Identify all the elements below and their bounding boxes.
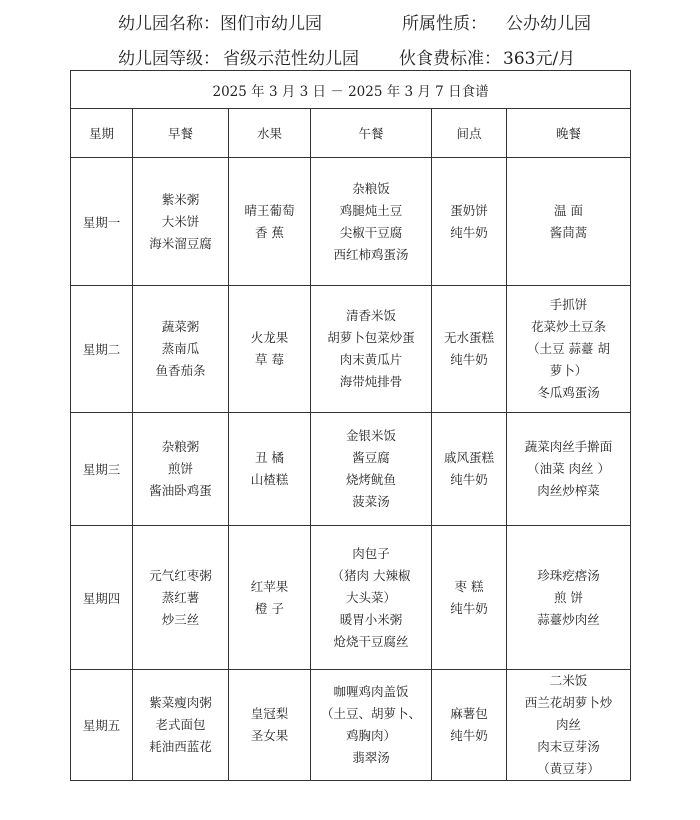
dinner-cell bbox=[507, 413, 631, 526]
fruit-item: 草 莓 bbox=[255, 352, 284, 367]
fruit-item: 丑 橘 bbox=[255, 450, 284, 465]
snack-item: 无水蛋糕 bbox=[443, 330, 494, 345]
dinner-item: （油菜 肉丝 ） bbox=[527, 461, 611, 476]
menu-table bbox=[70, 70, 631, 781]
lunch-item: 肉末黄瓜片 bbox=[339, 352, 403, 367]
breakfast-cell bbox=[133, 413, 229, 526]
dinner-item: 珍珠疙瘩汤 bbox=[537, 567, 600, 583]
breakfast-item: 耗油西蓝花 bbox=[149, 739, 212, 754]
fruit-item: 红苹果 bbox=[250, 578, 289, 594]
dinner-item: 温 面 bbox=[554, 202, 584, 218]
nature-value: 公办幼儿园 bbox=[506, 14, 591, 34]
dinner-item: 肉丝炒榨菜 bbox=[537, 483, 600, 498]
breakfast-cell bbox=[133, 670, 229, 781]
snack-item: 纯牛奶 bbox=[450, 224, 488, 240]
day-cell: 星期二 bbox=[71, 286, 133, 413]
menu-title: 2025 年 3 月 3 日 － 2025 年 3 月 7 日食谱 bbox=[71, 71, 631, 109]
breakfast-item: 蒸南瓜 bbox=[161, 341, 200, 356]
column-header-lunch: 午餐 bbox=[311, 109, 432, 158]
fruit-cell bbox=[229, 526, 311, 670]
lunch-item: （猪肉 大辣椒 bbox=[331, 567, 411, 583]
lunch-item: 炝烧干豆腐丝 bbox=[333, 633, 409, 649]
table-row bbox=[71, 413, 631, 526]
lunch-item: 金银米饭 bbox=[345, 428, 396, 443]
table-row bbox=[71, 670, 631, 781]
lunch-item: 翡翠汤 bbox=[352, 750, 390, 765]
lunch-item: 肉包子 bbox=[352, 545, 390, 561]
breakfast-item: 杂粮粥 bbox=[161, 439, 200, 454]
dinner-item: 西兰花胡萝卜炒 bbox=[524, 695, 613, 710]
dinner-item: 肉丝 bbox=[556, 717, 582, 732]
column-header-fruit: 水果 bbox=[229, 109, 311, 158]
lunch-item: （土豆、胡萝卜、 bbox=[320, 706, 421, 721]
lunch-item: 鸡腿炖土豆 bbox=[339, 202, 403, 218]
snack-item: 蛋奶饼 bbox=[450, 202, 488, 218]
fruit-item: 晴王葡萄 bbox=[244, 202, 295, 218]
fruit-item: 圣女果 bbox=[250, 728, 289, 743]
dinner-item: 肉末豆芽汤 bbox=[537, 739, 600, 754]
lunch-cell bbox=[311, 286, 432, 413]
dinner-item: 二米饭 bbox=[549, 673, 588, 688]
lunch-cell bbox=[311, 413, 432, 526]
day-cell: 星期四 bbox=[71, 526, 133, 670]
breakfast-item: 老式面包 bbox=[155, 717, 206, 732]
lunch-item: 海带炖排骨 bbox=[339, 374, 403, 389]
table-row bbox=[71, 158, 631, 286]
day-cell: 星期三 bbox=[71, 413, 133, 526]
menu-rows bbox=[71, 158, 631, 781]
lunch-cell bbox=[311, 670, 432, 781]
snack-item: 麻薯包 bbox=[450, 706, 488, 721]
dinner-item: 蔬菜肉丝手擀面 bbox=[524, 439, 613, 454]
breakfast-item: 紫米粥 bbox=[161, 191, 200, 207]
day-cell: 星期五 bbox=[71, 670, 133, 781]
dinner-item: （黄豆芽） bbox=[537, 761, 600, 776]
snack-item: 纯牛奶 bbox=[450, 352, 488, 367]
nature-label: 所属性质： bbox=[402, 14, 487, 34]
dinner-cell bbox=[507, 526, 631, 670]
snack-item: 纯牛奶 bbox=[450, 728, 488, 743]
snack-cell bbox=[432, 413, 507, 526]
dinner-item: 萝卜） bbox=[549, 363, 588, 378]
snack-cell bbox=[432, 286, 507, 413]
column-header-day: 星期 bbox=[71, 109, 133, 158]
table-row bbox=[71, 526, 631, 670]
lunch-item: 暖胃小米粥 bbox=[339, 611, 403, 627]
snack-cell bbox=[432, 526, 507, 670]
fruit-item: 橙 子 bbox=[255, 600, 284, 616]
table-row bbox=[71, 286, 631, 413]
fruit-item: 火龙果 bbox=[250, 330, 289, 345]
lunch-item: 烧烤鱿鱼 bbox=[345, 472, 396, 487]
breakfast-cell bbox=[133, 158, 229, 286]
fruit-item: 山楂糕 bbox=[250, 472, 289, 487]
breakfast-item: 蒸红薯 bbox=[161, 589, 200, 605]
fee-value: 363元/月 bbox=[503, 49, 576, 69]
lunch-item: 菠菜汤 bbox=[352, 494, 390, 509]
breakfast-item: 大米饼 bbox=[161, 213, 200, 229]
level-label: 幼儿园等级： bbox=[118, 49, 220, 69]
lunch-item: 杂粮饭 bbox=[352, 180, 390, 196]
kindergarten-name-label: 幼儿园名称： bbox=[118, 14, 220, 34]
lunch-item: 鸡胸肉） bbox=[345, 728, 396, 743]
breakfast-item: 紫菜瘦肉粥 bbox=[149, 695, 212, 710]
lunch-cell bbox=[311, 526, 432, 670]
lunch-item: 咖喱鸡肉盖饭 bbox=[333, 684, 409, 699]
lunch-item: 大头菜） bbox=[345, 589, 396, 605]
breakfast-item: 元气红枣粥 bbox=[149, 567, 212, 583]
fruit-item: 皇冠梨 bbox=[250, 706, 289, 721]
breakfast-item: 酱油卧鸡蛋 bbox=[149, 483, 212, 498]
dinner-item: 手抓饼 bbox=[549, 297, 588, 312]
level-value: 省级示范性幼儿园 bbox=[223, 49, 359, 69]
snack-item: 纯牛奶 bbox=[450, 600, 488, 616]
fee-label: 伙食费标准： bbox=[399, 49, 501, 69]
snack-cell bbox=[432, 158, 507, 286]
dinner-cell bbox=[507, 286, 631, 413]
snack-item: 枣 糕 bbox=[454, 578, 484, 594]
breakfast-item: 炒三丝 bbox=[161, 611, 200, 627]
dinner-item: 冬瓜鸡蛋汤 bbox=[537, 385, 600, 400]
dinner-item: 煎 饼 bbox=[554, 589, 584, 605]
breakfast-cell bbox=[133, 526, 229, 670]
fruit-cell bbox=[229, 413, 311, 526]
snack-item: 纯牛奶 bbox=[450, 472, 488, 487]
dinner-cell bbox=[507, 670, 631, 781]
fruit-cell bbox=[229, 286, 311, 413]
column-header-snack: 间点 bbox=[432, 109, 507, 158]
dinner-item: 酱茼蒿 bbox=[549, 224, 588, 240]
lunch-item: 酱豆腐 bbox=[352, 450, 390, 465]
dinner-cell bbox=[507, 158, 631, 286]
column-header-dinner: 晚餐 bbox=[507, 109, 631, 158]
lunch-cell bbox=[311, 158, 432, 286]
fruit-cell bbox=[229, 158, 311, 286]
breakfast-item: 蔬菜粥 bbox=[161, 319, 200, 334]
dinner-item: 蒜薹炒肉丝 bbox=[537, 611, 600, 627]
column-header-breakfast: 早餐 bbox=[133, 109, 229, 158]
day-cell: 星期一 bbox=[71, 158, 133, 286]
breakfast-item: 煎饼 bbox=[167, 461, 193, 476]
breakfast-item: 海米溜豆腐 bbox=[149, 235, 212, 251]
dinner-item: 花菜炒土豆条 bbox=[531, 319, 607, 334]
breakfast-cell bbox=[133, 286, 229, 413]
dinner-item: （土豆 蒜薹 胡 bbox=[527, 341, 611, 356]
breakfast-item: 鱼香茄条 bbox=[155, 363, 206, 378]
fruit-item: 香 蕉 bbox=[255, 224, 284, 240]
lunch-item: 清香米饭 bbox=[345, 308, 396, 323]
fruit-cell bbox=[229, 670, 311, 781]
lunch-item: 胡萝卜包菜炒蛋 bbox=[327, 330, 415, 345]
snack-item: 戚风蛋糕 bbox=[443, 450, 494, 465]
lunch-item: 尖椒干豆腐 bbox=[339, 224, 403, 240]
kindergarten-name-value: 图们市幼儿园 bbox=[220, 14, 322, 34]
lunch-item: 西红柿鸡蛋汤 bbox=[333, 246, 409, 262]
snack-cell bbox=[432, 670, 507, 781]
